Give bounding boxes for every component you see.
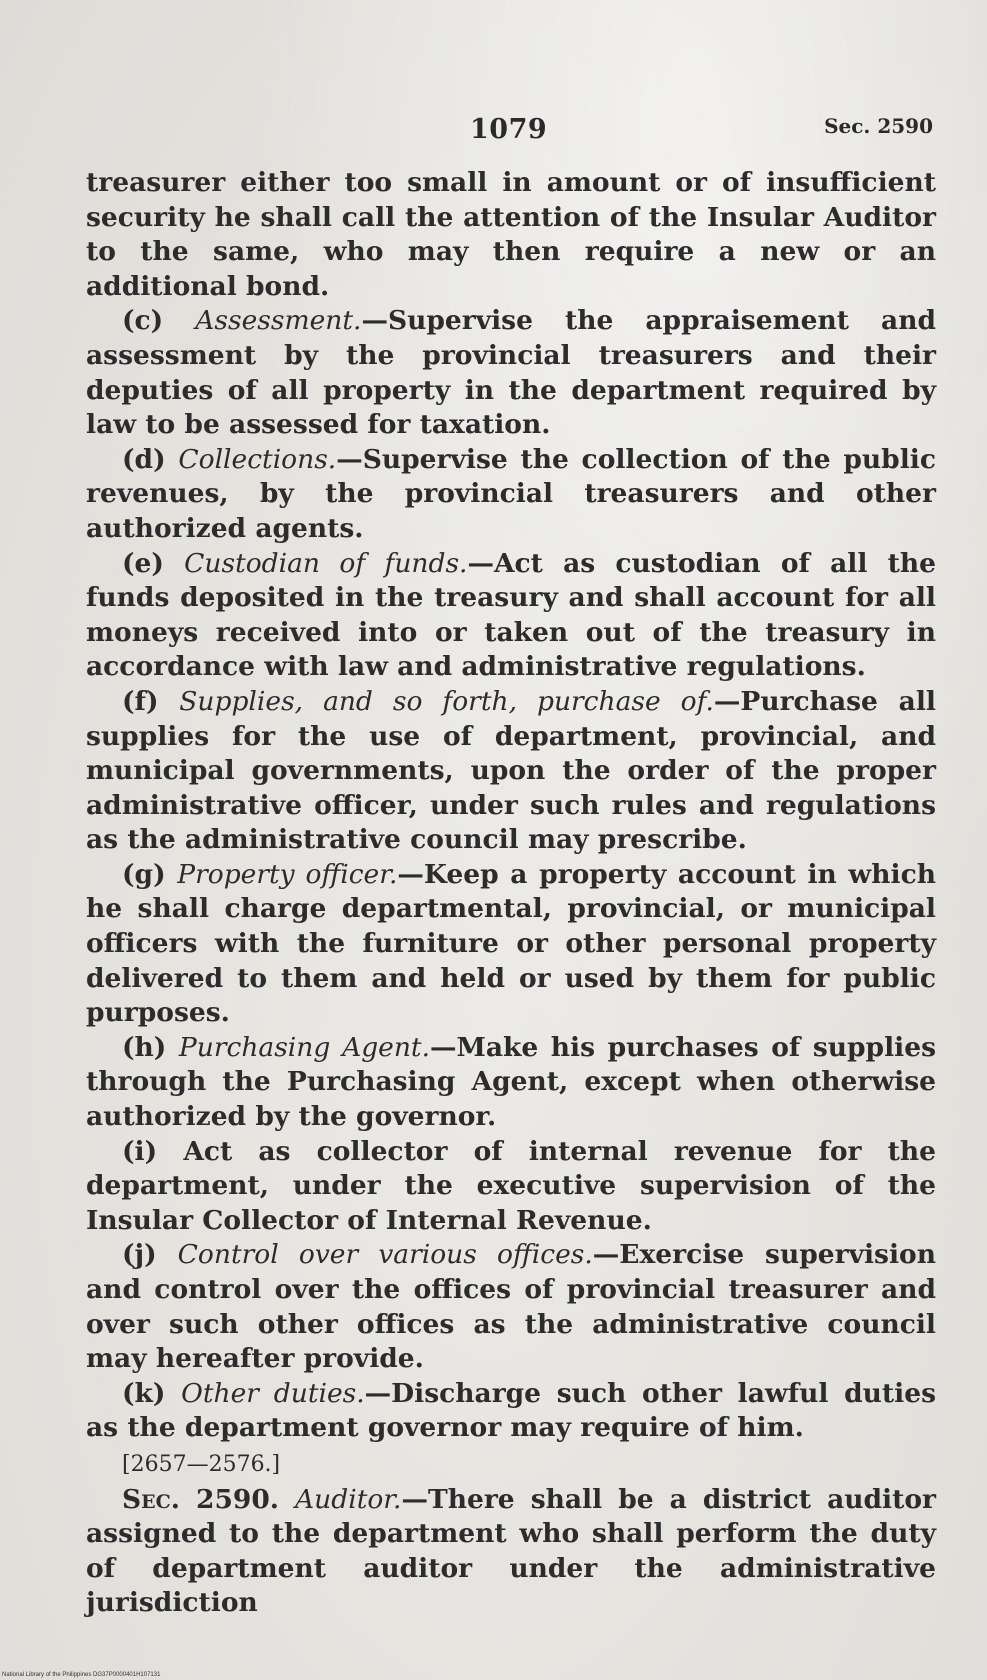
section-prefix: Sec. bbox=[122, 1483, 180, 1515]
paragraph-i bbox=[86, 1135, 936, 1239]
paragraph-text: —Purchase all supplies for the use of department, provincial, and municipal governments, upon the order of the proper administrative officer, under such rules and regulations as the administrative council may prescribe. bbox=[86, 685, 936, 856]
section-title: Auditor. bbox=[295, 1483, 402, 1515]
page-number: 1079 bbox=[470, 114, 548, 145]
paragraph-label: (i) bbox=[122, 1135, 158, 1167]
paragraph-label: (g) bbox=[122, 858, 166, 890]
section-number: 2590. bbox=[196, 1483, 279, 1515]
paragraph-label: (h) bbox=[122, 1031, 167, 1063]
paragraph-title: Property officer. bbox=[177, 858, 398, 890]
source-note-paragraph bbox=[86, 1446, 936, 1483]
paragraph-title: Control over various offices. bbox=[177, 1239, 593, 1271]
paragraph-label: (j) bbox=[122, 1239, 157, 1271]
paragraph-title: Other duties. bbox=[181, 1377, 365, 1409]
paragraph-text: —Make his purchases of supplies through the Purchasing Agent, except when otherwise authorized by the governor. bbox=[86, 1031, 936, 1133]
paragraph-label: (d) bbox=[122, 443, 166, 475]
section-2590 bbox=[86, 1483, 936, 1621]
paragraph-text: —Supervise the appraisement and assessment by the provincial treasurers and their deputies of all property in the department required by law to be assessed for taxation. bbox=[86, 305, 936, 441]
paragraph-label: (c) bbox=[122, 305, 164, 337]
paragraph-f bbox=[86, 685, 936, 858]
paragraph-d bbox=[86, 443, 936, 547]
paragraph-text: —Discharge such other lawful duties as the department governor may require of him. bbox=[86, 1377, 936, 1444]
paragraph-label: (f) bbox=[122, 685, 159, 717]
source-note: [2657—2576.] bbox=[122, 1451, 281, 1477]
body-text bbox=[86, 166, 936, 1621]
paragraph-label: (e) bbox=[122, 547, 164, 579]
paragraph-title: Collections. bbox=[178, 443, 337, 475]
paragraph-j bbox=[86, 1238, 936, 1376]
paragraph-label: (k) bbox=[122, 1377, 166, 1409]
paragraph-g bbox=[86, 858, 936, 1031]
paragraph-text: —Keep a property account in which he shall charge departmental, provincial, or municipal officers with the furniture or other personal property delivered to them and held or used by them for public purposes. bbox=[86, 858, 936, 1029]
section-text: —There shall be a district auditor assigned to the department who shall perform the duty of department auditor under the administrative jurisdiction bbox=[86, 1483, 936, 1619]
paragraph-text: Act as collector of internal revenue for the department, under the executive supervision of the Insular Collector of Internal Revenue. bbox=[86, 1135, 937, 1236]
paragraph-title: Custodian of funds. bbox=[184, 547, 468, 579]
paragraph-text: —Supervise the collection of the public revenues, by the provincial treasurers and other authorized agents. bbox=[86, 443, 936, 544]
paragraph-k bbox=[86, 1377, 936, 1446]
section-running-head: Sec. 2590 bbox=[824, 114, 933, 138]
paragraph-c bbox=[86, 304, 936, 442]
scan-footer: National Library of the Philippines DG37P0000401H107131 bbox=[2, 1672, 161, 1678]
paragraph-title: Assessment. bbox=[195, 305, 362, 337]
paragraph-continuation bbox=[86, 166, 936, 304]
paragraph-title: Supplies, and so forth, purchase of. bbox=[179, 685, 714, 717]
paragraph-text: —Exercise supervision and control over the offices of provincial treasurer and over such other offices as the administrative council may hereafter provide. bbox=[86, 1239, 936, 1375]
paragraph-text: —Act as custodian of all the funds deposited in the treasury and shall account for all moneys received into or taken out of the treasury in accordance with law and administrative regulations. bbox=[86, 547, 936, 683]
paragraph-h bbox=[86, 1031, 936, 1135]
paragraph-title: Purchasing Agent. bbox=[178, 1031, 430, 1063]
paragraph-text: treasurer either too small in amount or of insufficient security he shall call the attention of the Insular Auditor to the same, who may then require a new or an additional bond. bbox=[86, 167, 936, 302]
paragraph-e bbox=[86, 547, 936, 685]
